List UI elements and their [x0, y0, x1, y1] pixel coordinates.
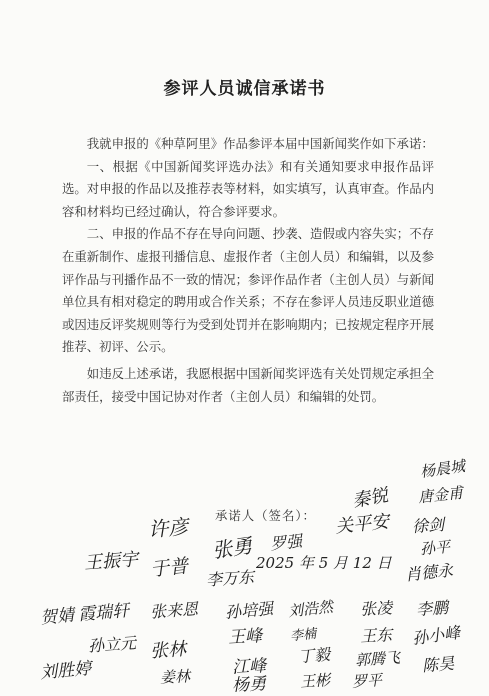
signature: 孙平 [419, 537, 451, 559]
signature: 关平安 [334, 511, 391, 538]
document-title: 参评人员诚信承诺书 [163, 79, 326, 99]
signature: 陈昊 [421, 653, 455, 676]
signature: 李鹏 [415, 597, 449, 620]
signature: 于普 [149, 555, 190, 581]
signature: 张勇 [210, 533, 254, 563]
signature: 王东 [359, 625, 393, 646]
signature: 孙小峰 [411, 622, 462, 649]
signature-label: 承诺人（签名）： [215, 508, 316, 523]
signature: 秦锐 [350, 485, 390, 512]
signature: 杨晨城 [419, 456, 467, 482]
signature: 李万东 [205, 567, 255, 590]
signature: 罗强 [269, 531, 304, 554]
signature: 张来恩 [149, 599, 199, 622]
signature: 王彬 [299, 670, 331, 692]
signature: 郭腾飞 [354, 648, 401, 670]
signing-date: 2025 年 5 月 12 日 [256, 554, 392, 572]
signature: 唐金甫 [417, 483, 464, 507]
signature: 徐剑 [411, 514, 445, 537]
paragraph-closing: 如违反上述承诺，我愿根据中国新闻奖评选有关处罚规定承担全部责任，接受中国记协对作者（主创人员）和编辑的处罚。 [62, 365, 434, 404]
signature: 江峰 [231, 656, 267, 678]
signature: 霞瑞轩 [77, 600, 130, 626]
paragraph-clause-2: 二、申报的作品不存在导向问题、抄袭、造假或内容失实；不存在重新制作、虚报刊播信息、虚报作者（主创人员）和编辑，以及参评作品与刊播作品不一致的情况；参评作品作者（主创人员）与新闻单位具有相对稳定的聘用或合作关系；不存在参评人员违反职业道德或因违反评奖规则等行为受到处罚并在影响期内；已按规定程序开展推荐、初评、公示。 [62, 226, 434, 355]
paragraph-intro: 我就申报的《种草阿里》作品参评本届中国新闻奖作如下承诺： [86, 136, 434, 151]
signature: 孙立元 [87, 633, 137, 656]
paragraph-clause-1: 一、根据《中国新闻奖评选办法》和有关通知要求申报作品评选。对申报的作品以及推荐表等材料，如实填写，认真审查。作品内容和材料均已经过确认，符合参评要求。 [62, 158, 434, 219]
signature: 孙培强 [224, 598, 274, 623]
document-body [62, 133, 434, 408]
signature: 刘浩然 [287, 597, 334, 621]
signature: 张凌 [359, 598, 393, 619]
signature: 杨勇 [231, 674, 267, 696]
signature: 张林 [149, 638, 187, 663]
signature: 贺婧 [39, 605, 76, 629]
signature: 李楠 [289, 626, 317, 645]
signature: 丁毅 [297, 644, 331, 667]
signature: 肖德永 [404, 560, 454, 585]
signature: 姜林 [159, 667, 191, 687]
signature: 许彦 [147, 514, 190, 542]
signature: 王振宇 [83, 549, 139, 574]
signature: 王峰 [227, 626, 263, 648]
signature: 罗平 [351, 670, 383, 692]
signature: 刘胜婷 [39, 658, 92, 684]
